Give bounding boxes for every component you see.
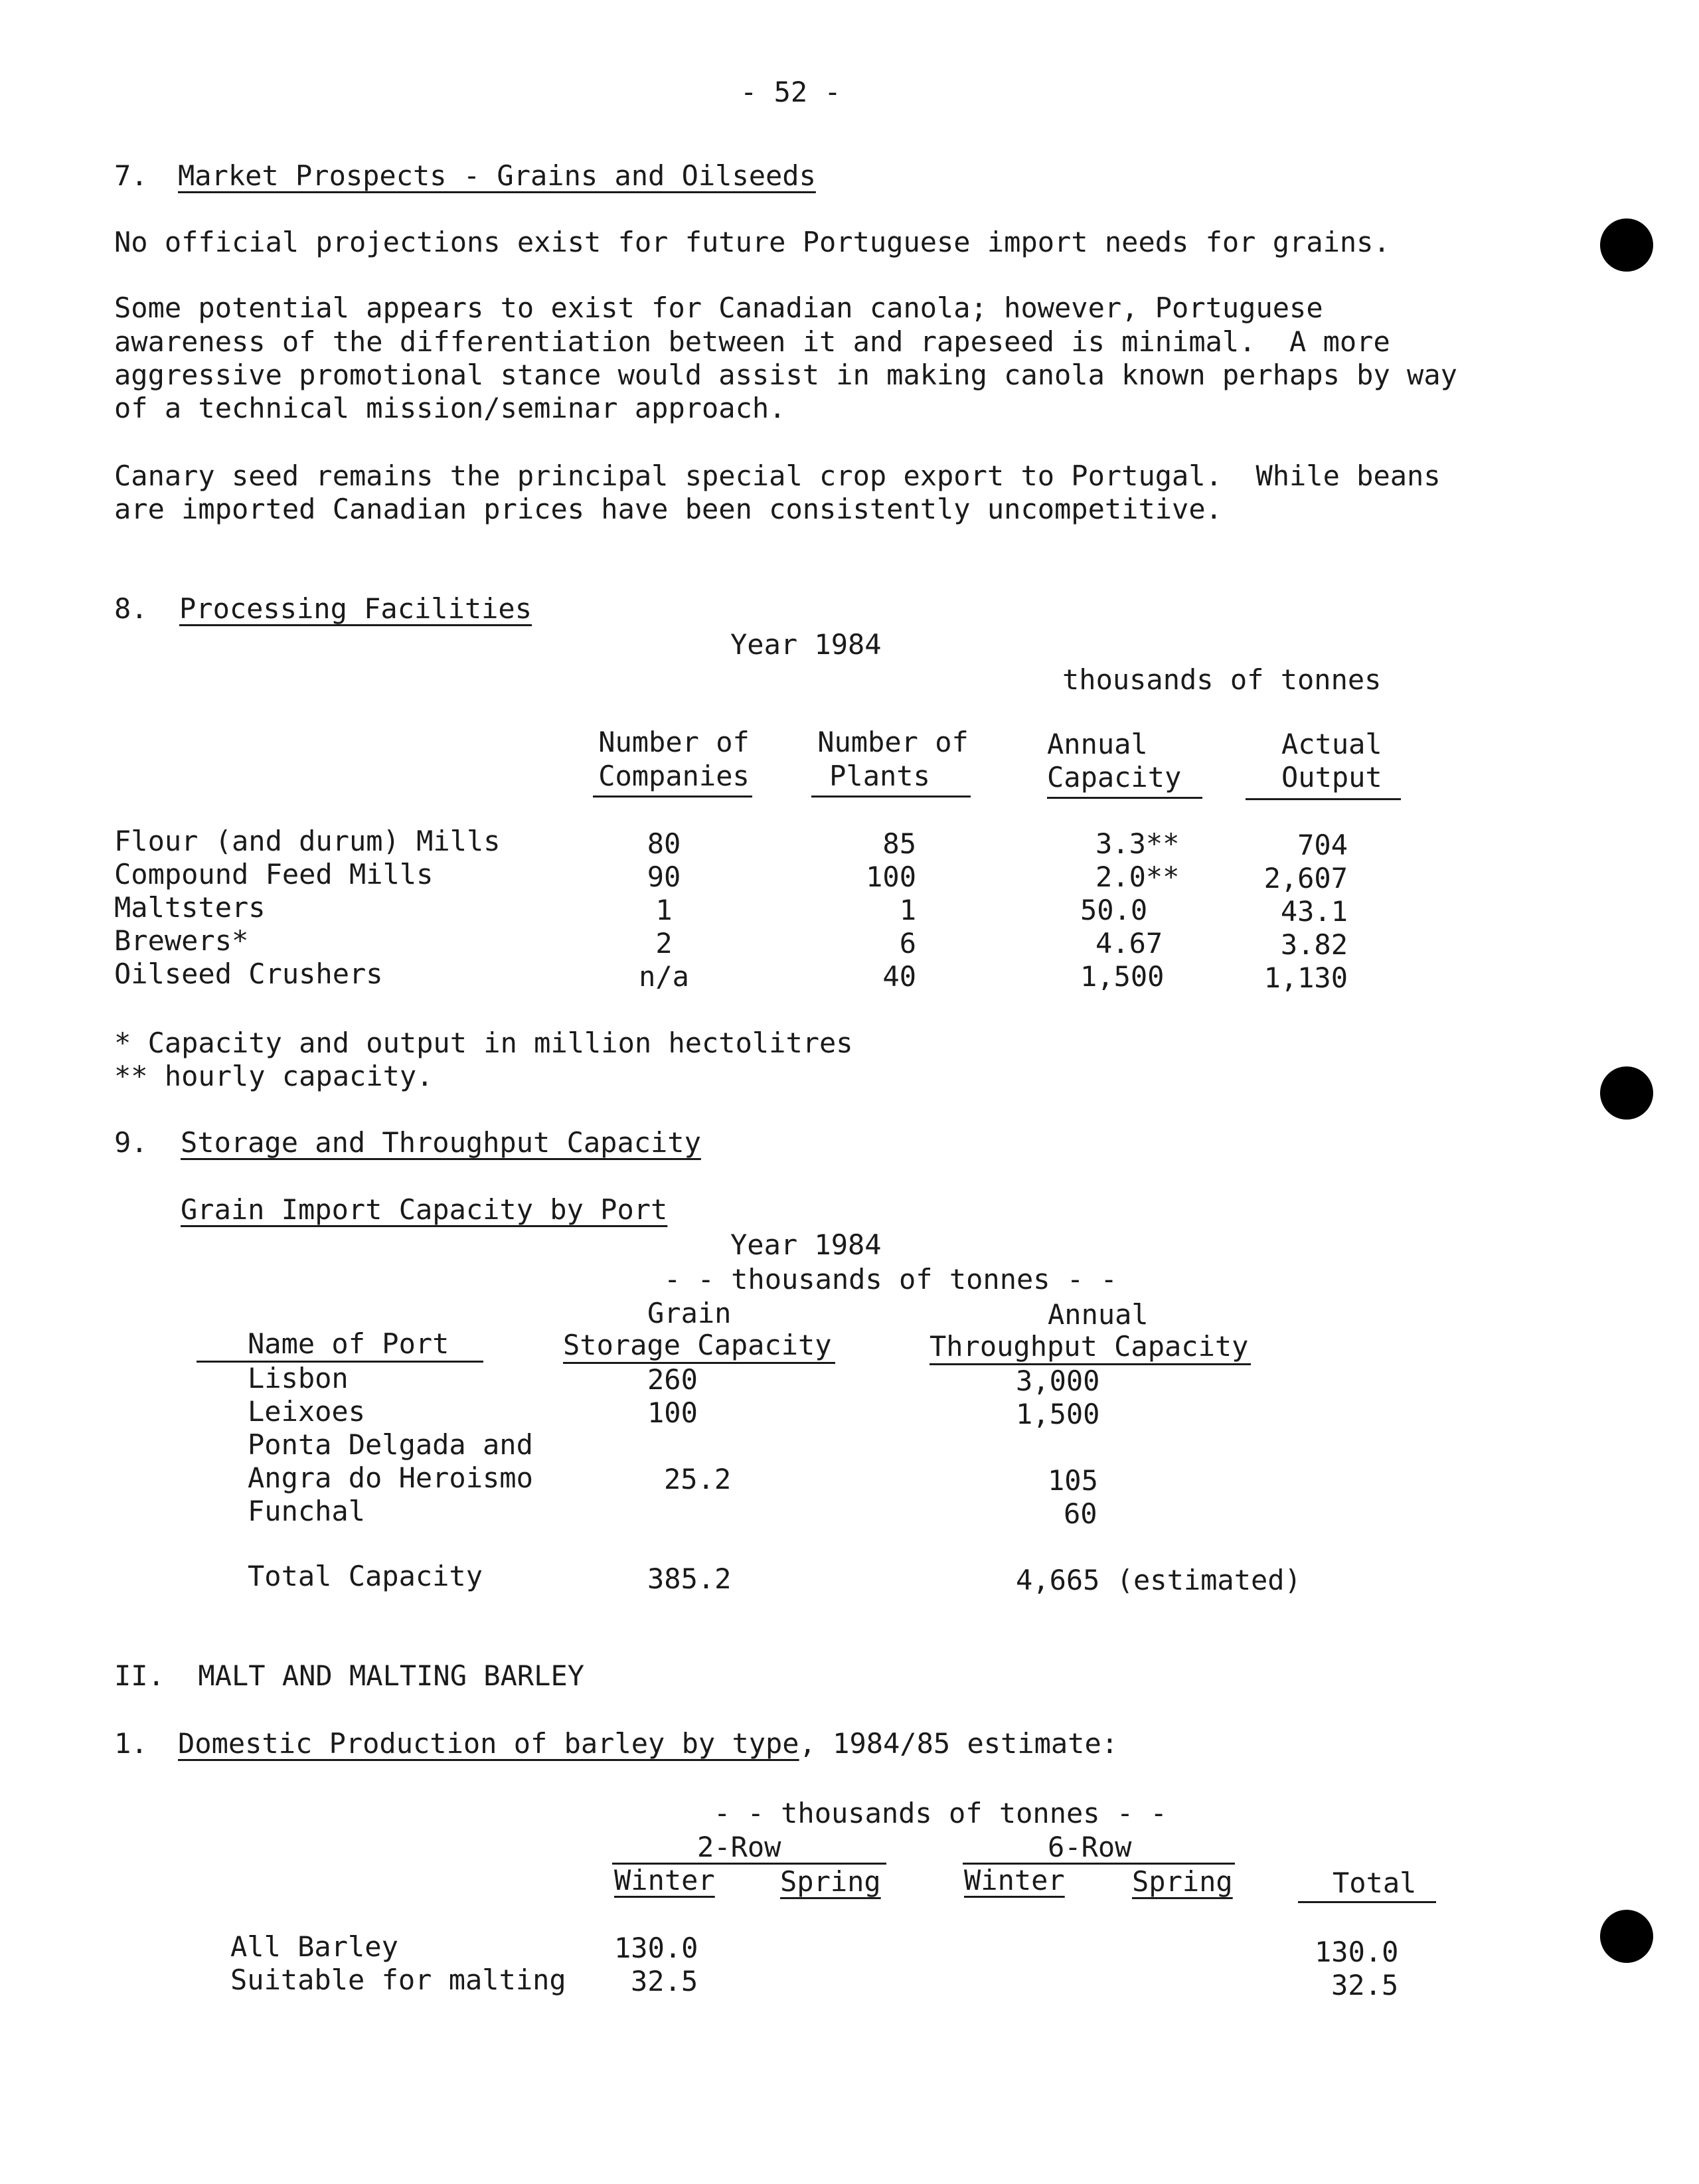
section-8-units: thousands of tonnes [1062,663,1382,696]
barley-group-2row: 2-Row [697,1831,781,1863]
barley-col-spring-2row: Spring [780,1865,881,1898]
binder-hole-middle [1600,1066,1653,1120]
row-companies: n/a [639,960,689,993]
header-throughput-line-2: Throughput Capacity [930,1330,1249,1363]
barley-row-total: 130.0 [1315,1936,1399,1968]
header-storage-line-2: Storage Capacity [563,1329,832,1361]
section-7-paragraph-2-line-4: of a technical mission/seminar approach. [114,392,786,424]
header-output-rule [1246,798,1401,800]
row-plants: 100 [866,861,916,893]
row-output: 2,607 [1263,862,1348,894]
section-9-units: - - thousands of tonnes - - [664,1263,1117,1296]
section-9-subheading: Grain Import Capacity by Port [181,1193,668,1226]
section-7-paragraph-2-line-3: aggressive promotional stance would assist in making canola known perhaps by way [114,359,1457,391]
section-7-paragraph-2-line-1: Some potential appears to exist for Canadian canola; however, Portuguese [114,292,1323,324]
section-7-number: 7. [114,159,148,192]
port-name: Funchal [248,1495,366,1527]
section-9-heading: Storage and Throughput Capacity [181,1126,701,1159]
section-7-paragraph-2-line-2: awareness of the differentiation between it and rapeseed is minimal. A more [114,325,1390,358]
port-throughput: 60 [1064,1497,1097,1530]
section-ii-1-heading-suffix: , 1984/85 estimate: [799,1727,1119,1760]
binder-hole-top [1600,218,1653,272]
port-storage: 260 [647,1363,698,1396]
port-name: Lisbon [248,1362,349,1394]
row-capacity: 4.67 [1095,927,1163,960]
section-8-number: 8. [114,592,148,625]
row-companies: 80 [647,827,681,860]
row-name: Compound Feed Mills [114,858,434,890]
row-output: 1,130 [1263,962,1348,994]
barley-row-name: All Barley [230,1930,398,1963]
row-output: 704 [1297,829,1348,861]
row-companies: 1 [655,894,673,926]
section-8-heading: Processing Facilities [179,592,532,625]
row-name: Flour (and durum) Mills [114,825,501,857]
barley-col-spring-6row: Spring [1132,1865,1233,1898]
row-plants: 85 [882,827,916,860]
barley-units: - - thousands of tonnes - - [714,1797,1167,1829]
header-plants-line-2: Plants [829,760,930,792]
total-storage: 385.2 [647,1562,732,1595]
barley-col-total-rule [1298,1901,1436,1903]
section-ii-1-heading-wrap [178,1727,1119,1760]
row-name: Oilseed Crushers [114,958,383,990]
barley-group-6row: 6-Row [1048,1831,1132,1863]
row-plants: 6 [899,927,916,960]
total-throughput: 4,665 (estimated) [1016,1564,1301,1596]
section-7-paragraph-1: No official projections exist for future Portuguese import needs for grains. [114,226,1390,258]
section-ii-1-number: 1. [114,1727,148,1760]
header-companies-line-2: Companies [598,760,750,792]
row-capacity: 50.0 [1080,894,1148,926]
barley-col-winter-6row: Winter [964,1864,1065,1896]
header-output-line-2: Output [1281,761,1382,794]
section-9-year: Year 1984 [730,1228,882,1261]
header-capacity-line-1: Annual [1047,728,1148,760]
port-name: Ponta Delgada and [248,1428,533,1461]
row-capacity: 3.3** [1095,827,1180,860]
port-throughput: 105 [1048,1464,1098,1497]
header-throughput-line-1: Annual [1048,1298,1149,1331]
header-plants-line-1: Number of [817,726,969,758]
section-ii-heading: II. MALT AND MALTING BARLEY [114,1659,585,1692]
port-throughput: 3,000 [1016,1365,1100,1397]
row-output: 43.1 [1280,895,1348,928]
row-name: Maltsters [114,891,266,924]
row-plants: 1 [899,894,916,926]
header-capacity-rule [1047,797,1202,799]
port-name: Angra do Heroismo [248,1462,533,1494]
port-throughput: 1,500 [1016,1398,1100,1430]
barley-col-winter-2row: Winter [614,1864,715,1896]
header-storage-line-1: Grain [647,1297,732,1329]
row-output: 3.82 [1280,928,1348,961]
section-ii-1-heading: Domestic Production of barley by type [178,1727,799,1760]
row-companies: 2 [655,927,673,960]
footnote-brewers: * Capacity and output in million hectolitres [114,1027,853,1059]
header-capacity-line-2: Capacity [1047,761,1182,794]
barley-row-total: 32.5 [1331,1969,1399,2001]
barley-row-name: Suitable for malting [230,1964,566,1996]
section-7-paragraph-3-line-2: are imported Canadian prices have been consistently uncompetitive. [114,493,1222,525]
barley-col-total: Total [1333,1867,1417,1899]
header-companies-line-1: Number of [598,726,750,758]
row-companies: 90 [647,861,681,893]
binder-hole-bottom [1600,1910,1653,1963]
page-number: - 52 - [740,76,841,108]
header-output-line-1: Actual [1281,728,1382,760]
total-capacity-label: Total Capacity [248,1560,483,1592]
row-capacity: 1,500 [1080,960,1165,993]
section-7-heading: Market Prospects - Grains and Oilseeds [178,159,816,192]
header-port: Name of Port [248,1327,449,1360]
section-9-number: 9. [114,1126,148,1159]
footnote-hourly: ** hourly capacity. [114,1060,434,1092]
barley-row-winter-2row: 130.0 [614,1932,698,1964]
port-storage: 25.2 [664,1463,732,1495]
barley-row-winter-2row: 32.5 [631,1965,698,1997]
row-name: Brewers* [114,924,249,957]
row-plants: 40 [882,960,916,993]
row-capacity: 2.0** [1095,861,1180,893]
header-plants-rule [811,796,971,798]
header-companies-rule [593,796,752,798]
header-storage-rule [563,1362,835,1364]
section-8-year: Year 1984 [730,628,882,661]
section-7-paragraph-3-line-1: Canary seed remains the principal special crop export to Portugal. While beans [114,460,1441,492]
port-name: Leixoes [248,1395,366,1428]
port-storage: 100 [647,1396,698,1429]
